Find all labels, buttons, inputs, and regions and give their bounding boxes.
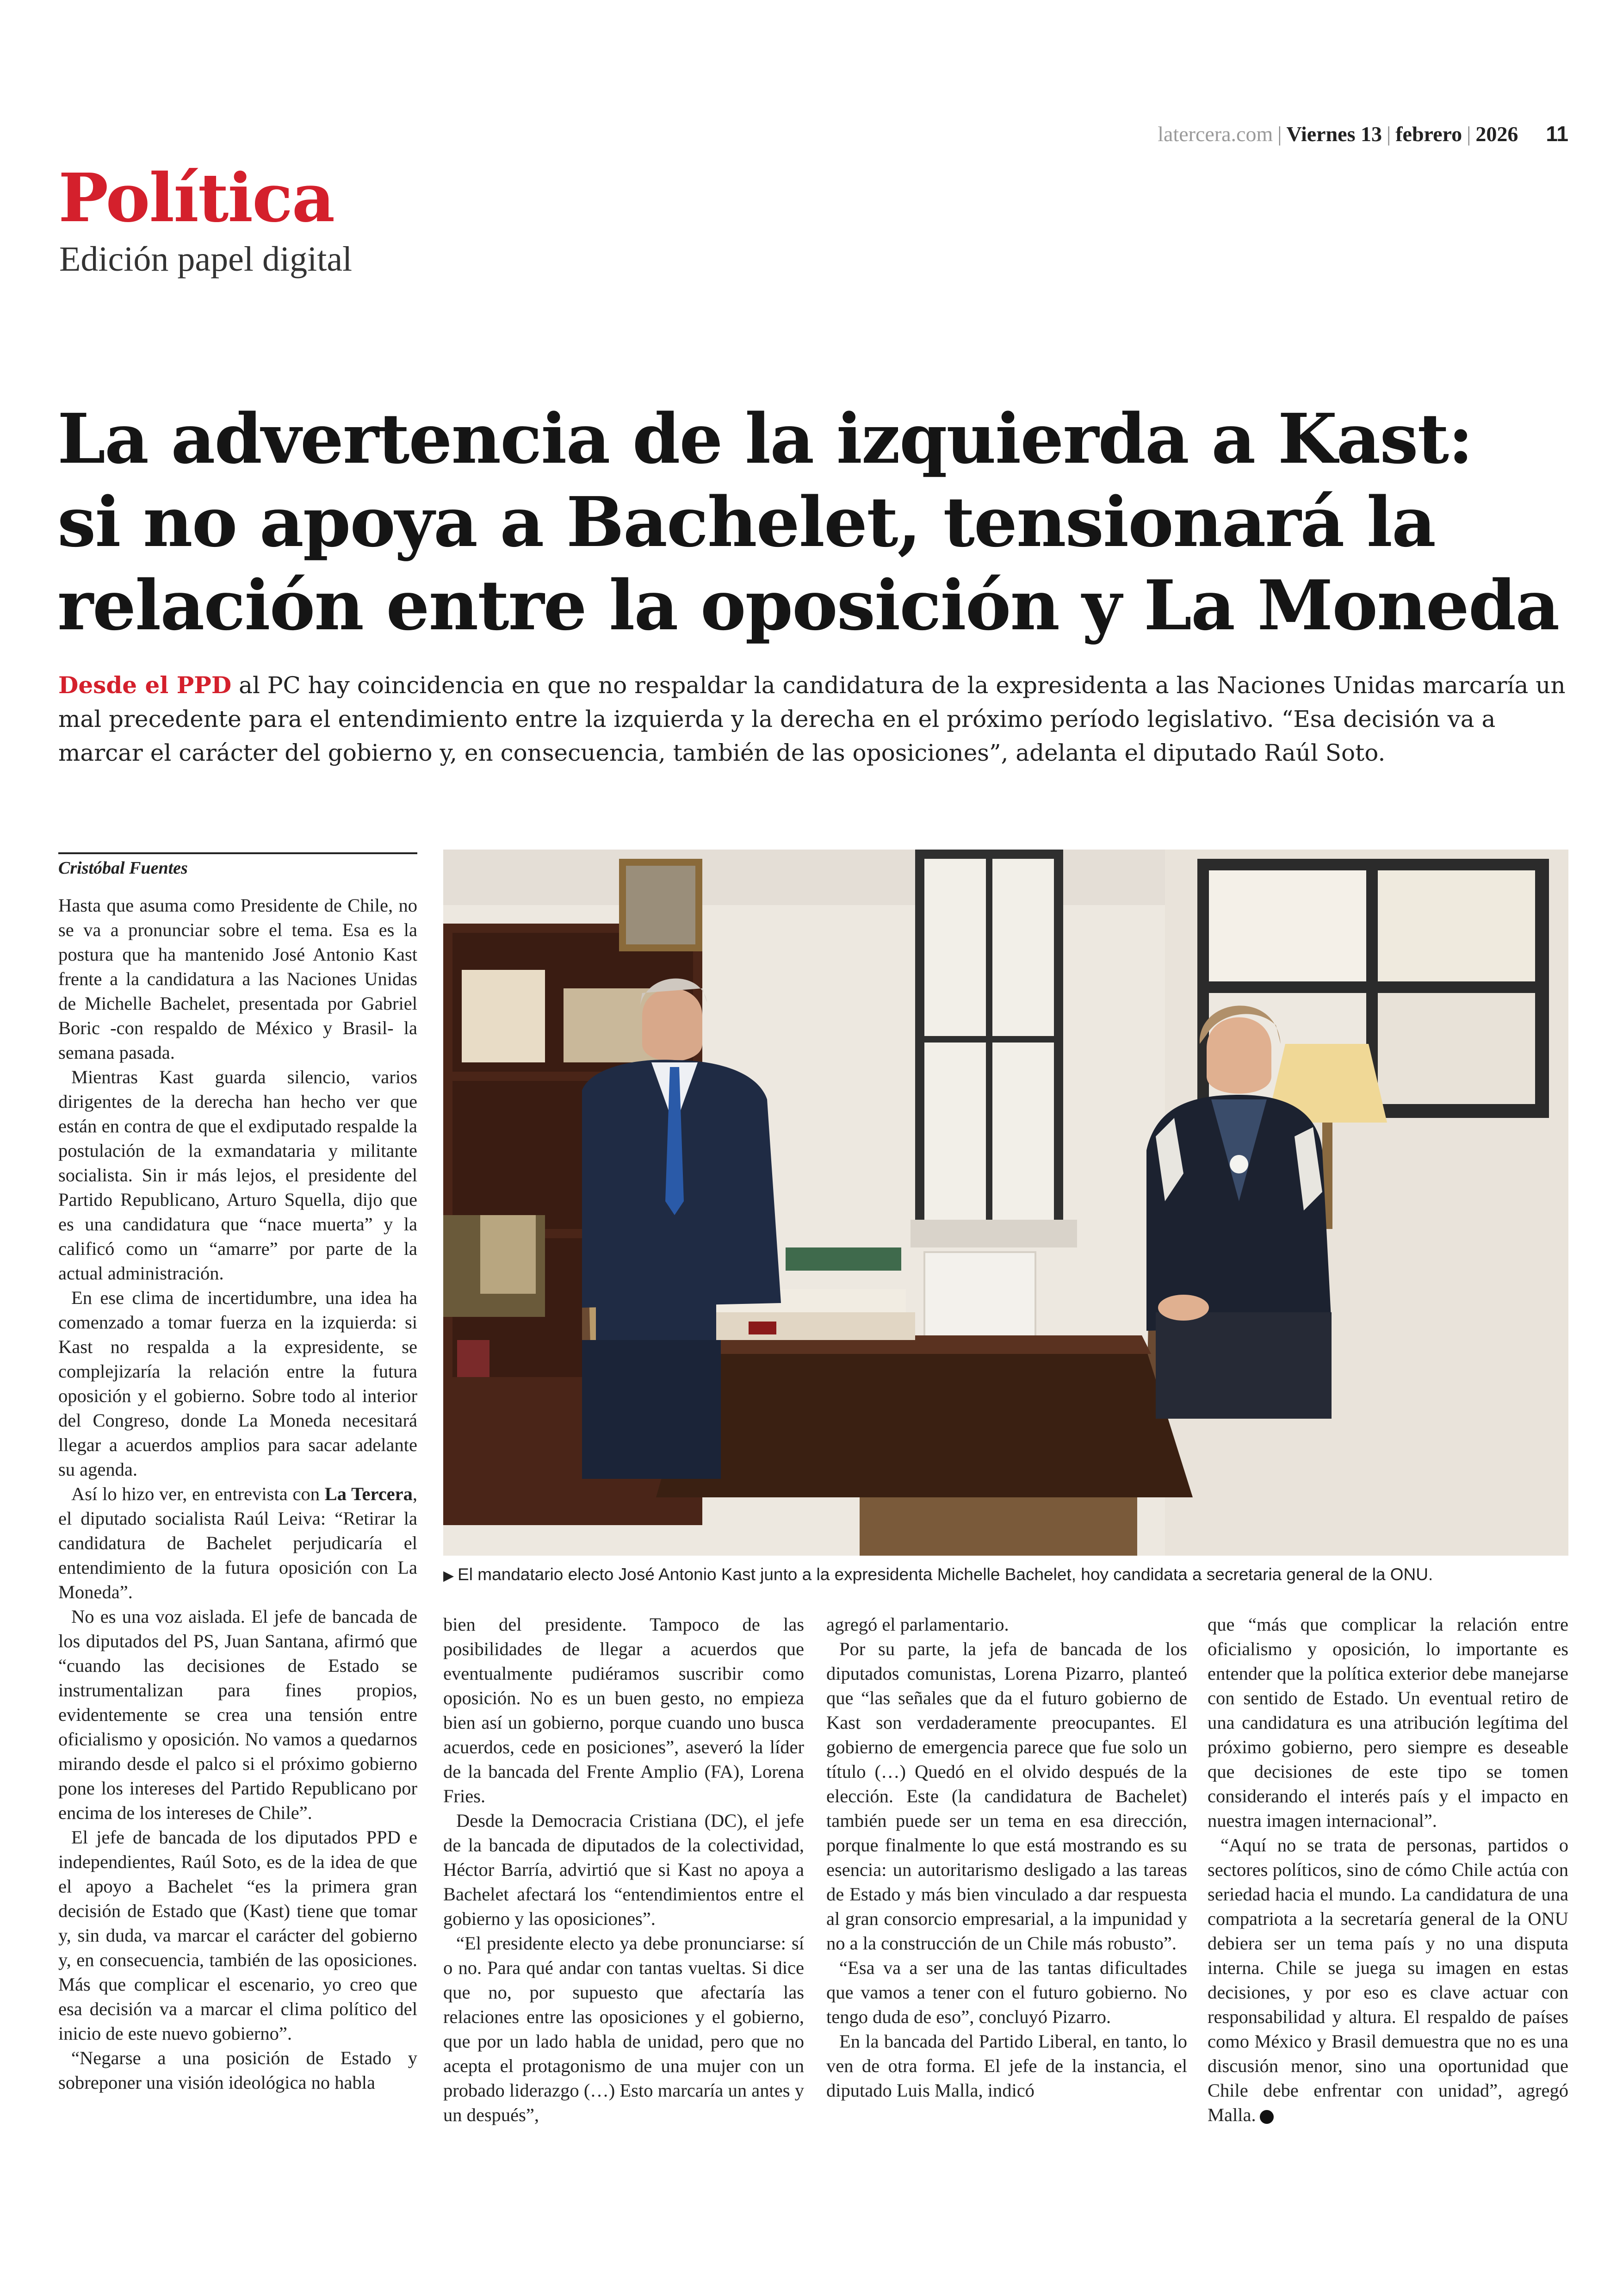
end-mark-icon [1260, 2110, 1274, 2124]
headline-line: relación entre la oposición y La Moneda [57, 565, 1559, 645]
paragraph: que “más que complicar la relación entre oficialismo y oposición, lo importante es entender que la política exterior debe manejarse con sentido de Estado. Un eventual retiro de una candidatura es una atribución legítima del próximo gobierno, pero siempre es deseable que decisiones de este tipo se tomen considerando el interés país y el impacto en nuestra imagen internacional”. [1208, 1614, 1568, 1831]
column-4 [1208, 1612, 1568, 2127]
deck [58, 668, 1567, 770]
headline-line: La advertencia de la izquierda a Kast: [57, 398, 1473, 479]
section-subtitle: Edición papel digital [59, 240, 353, 279]
paragraph [1208, 1833, 1568, 2127]
site-name[interactable]: latercera.com [1158, 122, 1273, 146]
page-header: latercera.com | Viernes 13 | febrero | 2026 11 [1158, 122, 1568, 146]
play-arrow-icon: ▶ [443, 1568, 454, 1583]
page-number: 11 [1546, 122, 1568, 146]
header-month: febrero [1395, 122, 1462, 146]
photo-caption [443, 1565, 1568, 1584]
deck-lead: Desde el PPD [58, 671, 232, 699]
paragraph: En la bancada del Partido Liberal, en tanto, lo ven de otra forma. El jefe de la instancia, el diputado Luis Malla, indicó [826, 2031, 1187, 2101]
headline [57, 397, 1575, 647]
paragraph: “El presidente electo ya debe pronunciarse: sí o no. Para qué andar con tantas vueltas. Si dice que no, por supuesto que afectaría las relaciones entre las oposiciones y el gobierno, que por un lado habla de unidad, pero que no acepta el protagonismo de una mujer con un probado liderazgo (…) Esto marcaría un antes y un después”, [443, 1933, 804, 2125]
paragraph: En ese clima de incertidumbre, una idea ha comenzado a tomar fuerza en la izquierda: si Kast no respalda a la expresidente, se complejizaría la relación entre la futura oposición y el gobierno. Sobre todo al interior del Congreso, donde La Moneda necesitará llegar a acuerdos amplios para sacar adelante su agenda. [58, 1287, 417, 1480]
paragraph: No es una voz aislada. El jefe de bancada de los diputados del PS, Juan Santana, afirmó que “cuando las decisiones de Estado se instrumentalizan para fines propios, evidentemente se crea una tensión entre oficialismo y oposición. No vamos a quedarnos mirando desde el palco si el próximo gobierno pone los intereses del Partido Republicano por encima de los intereses de Chile”. [58, 1606, 417, 1823]
paragraph: Así lo hizo ver, en entrevista con La Tercera, el diputado socialista Raúl Leiva: “Retirar la candidatura de Bachelet perjudicaría el entendimiento de la futura oposición con La Moneda”. [58, 1483, 417, 1602]
paragraph: agregó el parlamentario. [826, 1614, 1009, 1635]
paragraph: bien del presidente. Tampoco de las posibilidades de llegar a acuerdos que eventualmente pudiéramos suscribir como oposición. No es un buen gesto, no empieza bien así un gobierno, porque cuando uno busca acuerdos, cede en posiciones”, aseveró la líder de la bancada del Frente Amplio (FA), Lorena Fries. [443, 1614, 804, 1806]
paragraph: Mientras Kast guarda silencio, varios dirigentes de la derecha han hecho ver que están en contra de que el exdiputado respalde la postulación de la exmandataria y militante socialista. Sin ir más lejos, el presidente del Partido Republicano, Arturo Squella, dijo que es una candidatura que “nace muerta” y la calificó como un “amarre” por parte de la actual administración. [58, 1067, 417, 1284]
byline: Cristóbal Fuentes [58, 852, 417, 878]
section-title: Política [58, 159, 335, 237]
caption-text: El mandatario electo José Antonio Kast junto a la expresidenta Michelle Bachelet, hoy candidata a secretaria general de la ONU. [458, 1565, 1433, 1584]
paragraph: “Negarse a una posición de Estado y sobreponer una visión ideológica no habla [58, 2048, 417, 2093]
column-2 [443, 1612, 804, 2127]
paragraph: Por su parte, la jefa de bancada de los diputados comunistas, Lorena Pizarro, planteó que “las señales que da el futuro gobierno de Kast son verdaderamente preocupantes. El gobierno de emergencia parece que fue solo un título (…) Quedó en el olvido después de la elección. Este (la candidatura de Bachelet) también puede ser un tema en esa dirección, porque finalmente lo que está mostrando es su esencia: un autoritarismo desligado a las tareas de Estado y más bien vinculado a dar respuesta al gran consorcio empresarial, a la impunidad y no a la construcción de un Chile más robusto”. [826, 1638, 1187, 1954]
header-day: Viernes 13 [1286, 122, 1382, 146]
publication-name: La Tercera [324, 1483, 413, 1504]
deck-body: al PC hay coincidencia en que no respaldar la candidatura de la expresidenta a las Naciones Unidas marcaría un mal precedente para el entendimiento entre la izquierda y la derecha en el próximo período legislativo. “Esa decisión va a marcar el carácter del gobierno y, en consecuencia, también de las oposiciones”, adelanta el diputado Raúl Soto. [58, 672, 1566, 766]
column-1 [58, 893, 417, 2095]
paragraph: Hasta que asuma como Presidente de Chile, no se va a pronunciar sobre el tema. Esa es la postura que ha mantenido José Antonio Kast frente a la candidatura a las Naciones Unidas de Michelle Bachelet, presentada por Gabriel Boric -con respaldo de México y Brasil- la semana pasada. [58, 895, 417, 1063]
column-3 [826, 1612, 1187, 2103]
header-year: 2026 [1475, 122, 1518, 146]
paragraph: El jefe de bancada de los diputados PPD e independientes, Raúl Soto, es de la idea de que el apoyo a Bachelet “es la primera gran decisión de Estado que (Kast) tiene que tomar y, sin duda, va marcar el carácter del gobierno y, en consecuencia, también de las oposiciones. Más que complicar el escenario, yo creo que esa decisión va a marcar el clima político del inicio de este nuevo gobierno”. [58, 1827, 417, 2044]
paragraph: Desde la Democracia Cristiana (DC), el jefe de la bancada de diputados de la colectividad, Héctor Barría, advirtió que si Kast no apoya a Bachelet afectará los “entendimientos entre el gobierno y las oposiciones”. [443, 1810, 804, 1929]
article-photo [443, 850, 1568, 1556]
paragraph-text: “Aquí no se trata de personas, partidos o sectores políticos, sino de cómo Chile actúa con seriedad hacia el mundo. La candidatura de una compatriota a la secretaría general de la ONU debiera ser un tema país y no una disputa interna. Chile se juega su imagen en estas decisiones, y por eso es clave actuar con responsabilidad y altura. El respaldo de países como México y Brasil demuestra que no es una discusión menor, sino una oportunidad que Chile debe enfrentar con unidad”, agregó Malla. [1208, 1835, 1568, 2125]
paragraph: “Esa va a ser una de las tantas dificultades que vamos a tener con el futuro gobierno. No tengo duda de eso”, concluyó Pizarro. [826, 1957, 1187, 2027]
headline-line: si no apoya a Bachelet, tensionará la [57, 482, 1435, 562]
